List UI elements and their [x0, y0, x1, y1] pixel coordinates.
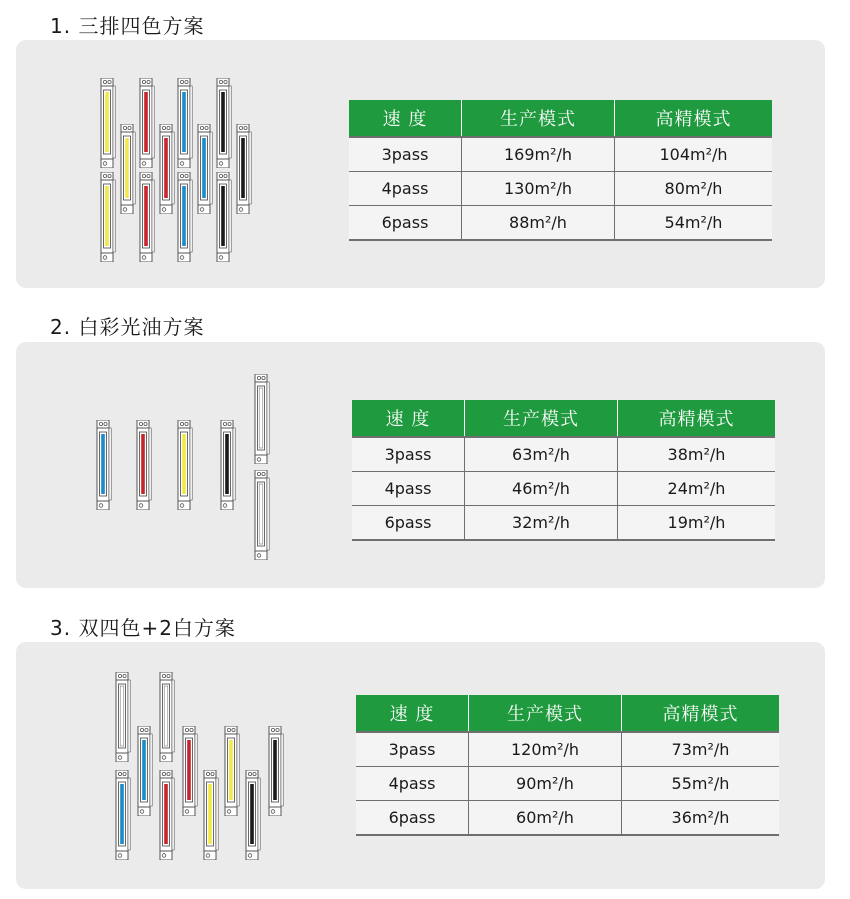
column-header: 速 度	[352, 400, 465, 437]
table-cell: 73m²/h	[622, 732, 780, 767]
table-cell: 60m²/h	[469, 801, 622, 836]
table-cell: 24m²/h	[618, 472, 776, 506]
printhead-yellow-icon	[120, 124, 136, 218]
printhead-white-icon	[254, 470, 270, 564]
printhead-black-icon	[216, 172, 232, 266]
column-header: 速 度	[349, 100, 462, 137]
table-row	[356, 801, 779, 836]
printhead-white-icon	[159, 672, 175, 766]
printhead-yellow-icon	[203, 770, 219, 864]
table-cell: 46m²/h	[465, 472, 618, 506]
table-row	[352, 506, 775, 541]
section-title: 3. 双四色+2白方案	[50, 616, 236, 640]
table-cell: 120m²/h	[469, 732, 622, 767]
table-cell: 4pass	[352, 472, 465, 506]
printhead-yellow-icon	[100, 78, 116, 172]
column-header: 高精模式	[622, 695, 780, 732]
section-panel	[16, 40, 825, 288]
printhead-red-icon	[136, 420, 152, 514]
printhead-yellow-icon	[100, 172, 116, 266]
column-header: 生产模式	[469, 695, 622, 732]
table-cell: 130m²/h	[462, 172, 615, 206]
printhead-blue-icon	[177, 78, 193, 172]
table-row	[356, 732, 779, 767]
printhead-white-icon	[115, 672, 131, 766]
printhead-blue-icon	[96, 420, 112, 514]
table-row	[349, 172, 772, 206]
table-cell: 6pass	[356, 801, 469, 836]
column-header: 高精模式	[618, 400, 776, 437]
printhead-blue-icon	[115, 770, 131, 864]
section-title: 1. 三排四色方案	[50, 14, 205, 38]
table-cell: 4pass	[356, 767, 469, 801]
table-cell: 6pass	[352, 506, 465, 541]
table-cell: 19m²/h	[618, 506, 776, 541]
printhead-black-icon	[236, 124, 252, 218]
table-cell: 32m²/h	[465, 506, 618, 541]
speed-table	[352, 400, 775, 541]
table-cell: 6pass	[349, 206, 462, 241]
column-header: 生产模式	[462, 100, 615, 137]
column-header: 高精模式	[615, 100, 773, 137]
table-cell: 55m²/h	[622, 767, 780, 801]
speed-table	[349, 100, 772, 241]
printhead-red-icon	[159, 124, 175, 218]
section-panel	[16, 342, 825, 588]
table-row	[352, 437, 775, 472]
printhead-red-icon	[139, 172, 155, 266]
printhead-red-icon	[159, 770, 175, 864]
table-cell: 3pass	[352, 437, 465, 472]
printhead-black-icon	[216, 78, 232, 172]
table-cell: 38m²/h	[618, 437, 776, 472]
table-cell: 3pass	[356, 732, 469, 767]
table-cell: 36m²/h	[622, 801, 780, 836]
table-cell: 88m²/h	[462, 206, 615, 241]
printhead-black-icon	[220, 420, 236, 514]
table-cell: 63m²/h	[465, 437, 618, 472]
printhead-yellow-icon	[224, 726, 240, 820]
table-cell: 169m²/h	[462, 137, 615, 172]
table-row	[349, 137, 772, 172]
speed-table	[356, 695, 779, 836]
printhead-red-icon	[182, 726, 198, 820]
table-row	[356, 767, 779, 801]
printhead-blue-icon	[137, 726, 153, 820]
printhead-blue-icon	[197, 124, 213, 218]
table-row	[352, 472, 775, 506]
table-cell: 90m²/h	[469, 767, 622, 801]
table-cell: 4pass	[349, 172, 462, 206]
section-panel	[16, 642, 825, 889]
table-cell: 80m²/h	[615, 172, 773, 206]
table-cell: 3pass	[349, 137, 462, 172]
column-header: 速 度	[356, 695, 469, 732]
printhead-yellow-icon	[177, 420, 193, 514]
printhead-blue-icon	[177, 172, 193, 266]
printhead-black-icon	[268, 726, 284, 820]
table-cell: 104m²/h	[615, 137, 773, 172]
printhead-red-icon	[139, 78, 155, 172]
section-title: 2. 白彩光油方案	[50, 315, 205, 339]
printhead-white-icon	[254, 374, 270, 468]
table-row	[349, 206, 772, 241]
column-header: 生产模式	[465, 400, 618, 437]
printhead-black-icon	[245, 770, 261, 864]
table-cell: 54m²/h	[615, 206, 773, 241]
